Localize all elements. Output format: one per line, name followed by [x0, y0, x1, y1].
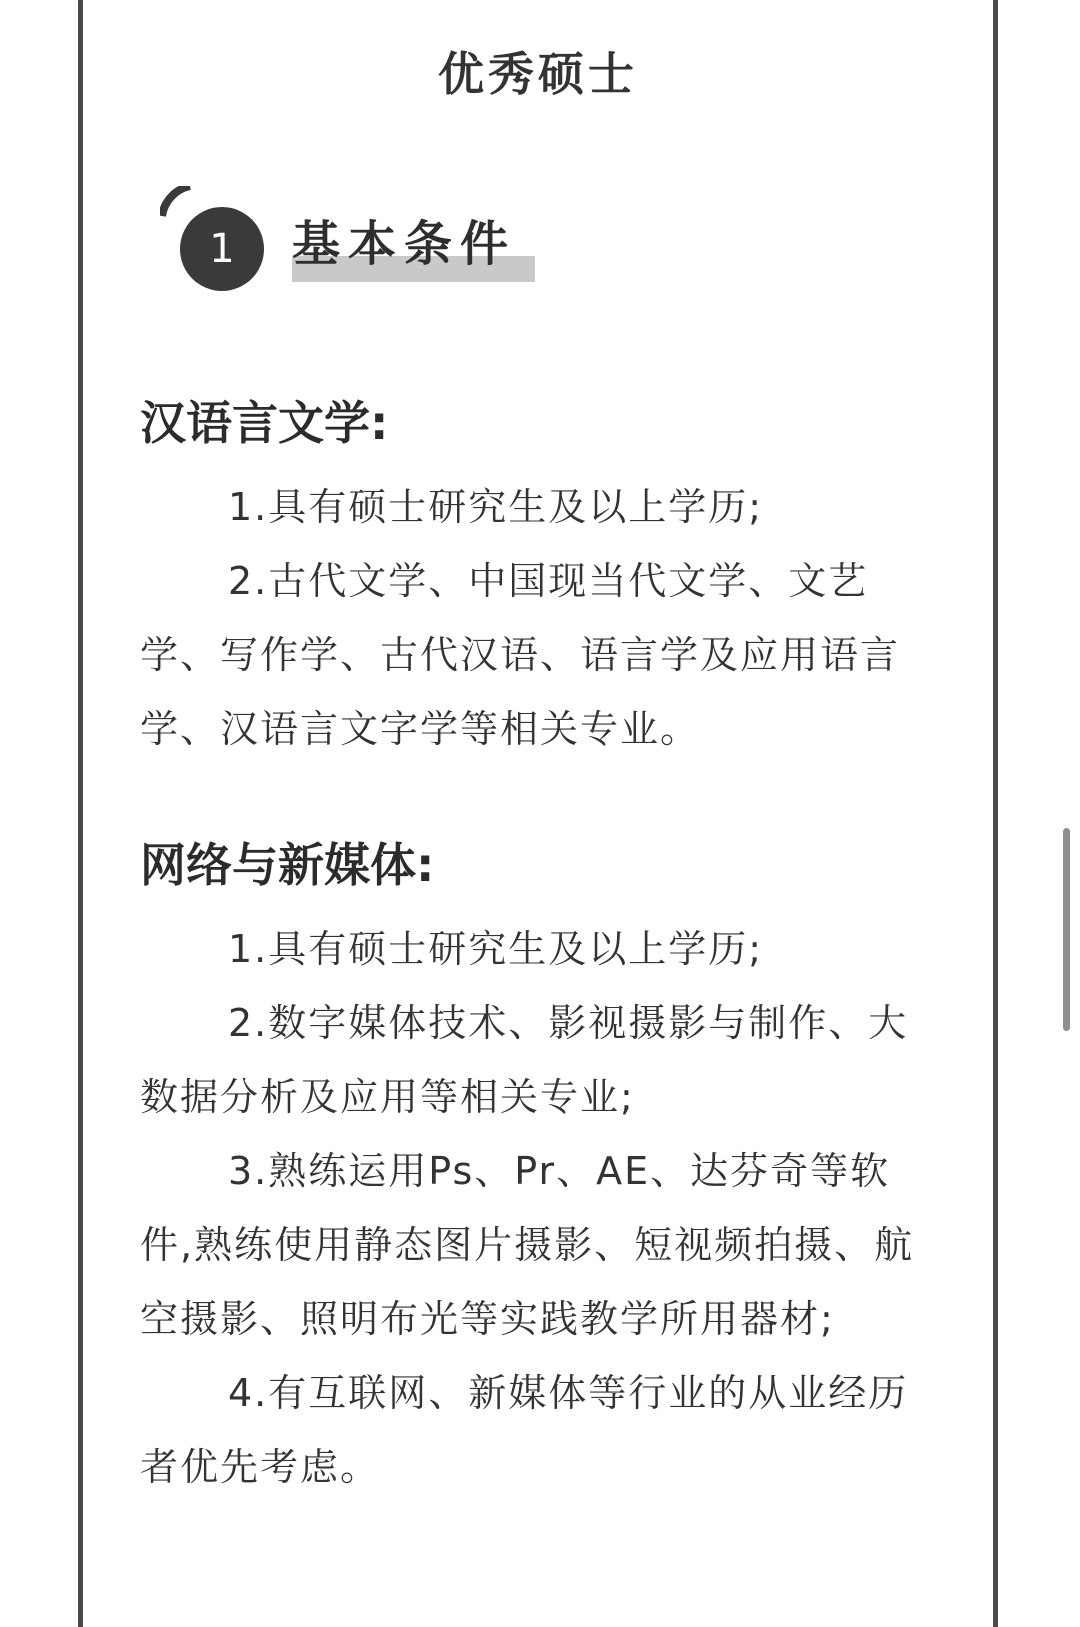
subsection-title: 汉语言文学: [140, 396, 389, 450]
frame-right-border [993, 0, 998, 1627]
subsection-chinese-literature [140, 388, 940, 766]
requirement-item: 3.熟练运用Ps、Pr、AE、达芬奇等软件,熟练使用静态图片摄影、短视频拍摄、航空摄影、照明布光等实践教学所用器材; [140, 1149, 915, 1341]
scrollbar-thumb[interactable] [1063, 828, 1070, 1031]
section-number: 1 [180, 207, 264, 291]
section-heading: 基本条件 [292, 216, 517, 272]
requirements-content [140, 388, 940, 1568]
section-heading-block [292, 214, 516, 274]
subsection-new-media [140, 830, 940, 1504]
frame-left-border [78, 0, 83, 1627]
requirement-item: 2.数字媒体技术、影视摄影与制作、大数据分析及应用等相关专业; [140, 1001, 909, 1119]
requirement-item: 1.具有硕士研究生及以上学历; [228, 485, 764, 529]
section-number-badge [160, 186, 280, 296]
page-title: 优秀硕士 [438, 47, 638, 101]
requirement-item: 4.有互联网、新媒体等行业的从业经历者优先考虑。 [140, 1371, 909, 1489]
requirement-item: 2.古代文学、中国现当代文学、文艺学、写作学、古代汉语、语言学及应用语言学、汉语言文字学等相关专业。 [140, 559, 901, 751]
requirement-item: 1.具有硕士研究生及以上学历; [228, 927, 764, 971]
subsection-title: 网络与新媒体: [140, 838, 435, 892]
